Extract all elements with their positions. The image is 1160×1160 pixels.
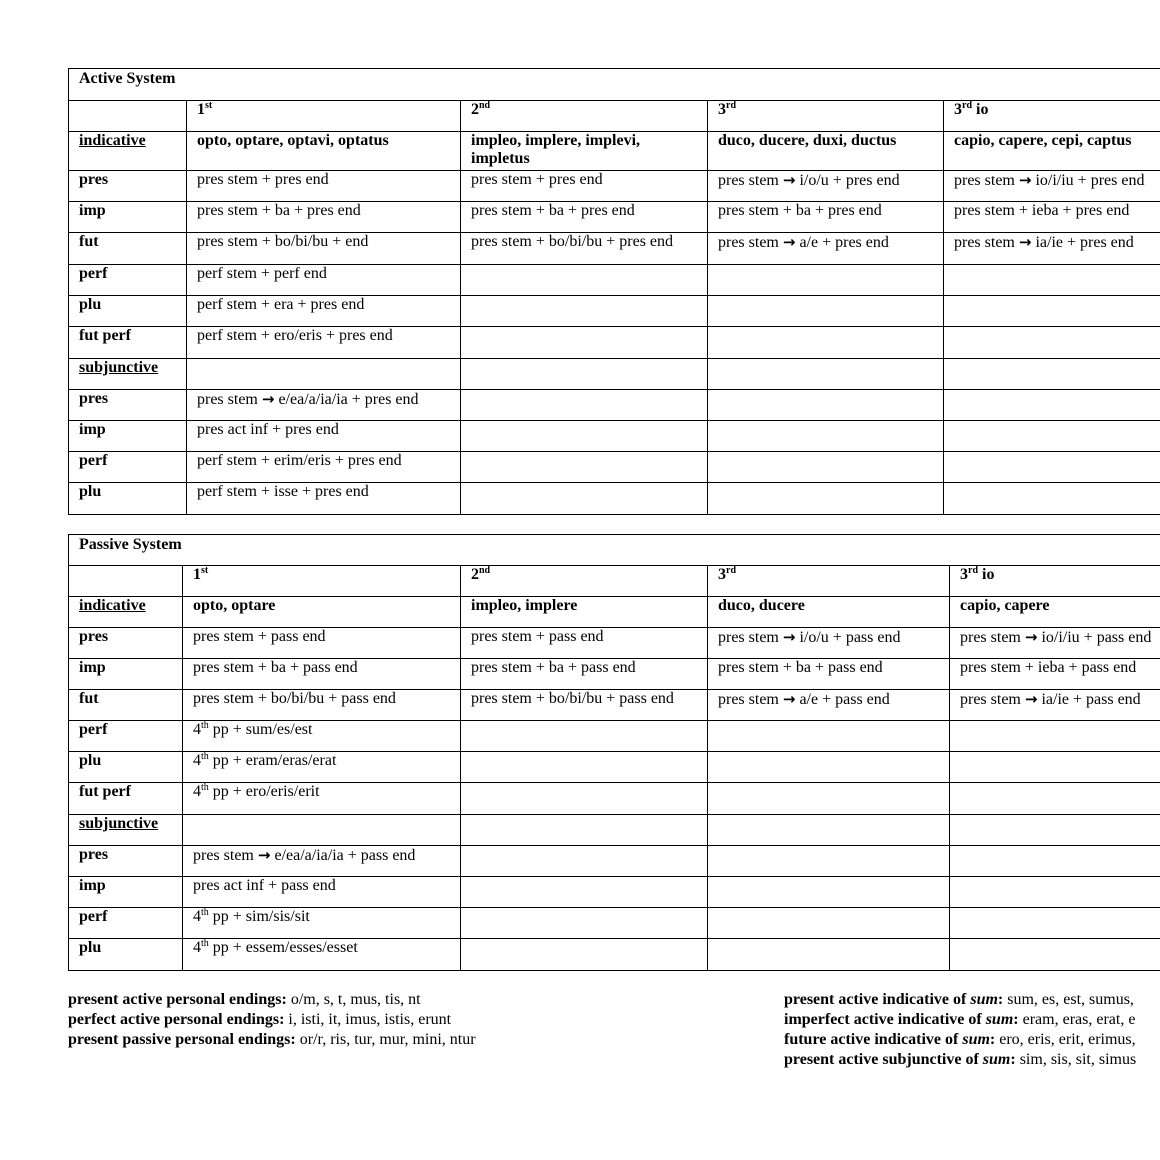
verb-3rd: duco, ducere [708, 597, 950, 628]
table-row [69, 877, 1160, 908]
empty-cell [944, 390, 1160, 421]
table-cell: 4th pp + essem/esses/esset [183, 939, 461, 971]
table-row [69, 690, 1160, 721]
table-cell: pres stem + ba + pres end [708, 202, 944, 233]
verb-3rd-io: capio, capere [950, 597, 1160, 628]
row-label: plu [69, 752, 183, 783]
empty-cell [461, 327, 708, 359]
empty-cell [708, 783, 950, 815]
table-row [69, 908, 1160, 939]
column-header-3rd: 3rd [708, 101, 944, 132]
table-row [69, 452, 1160, 483]
arrow-icon: → [1018, 171, 1032, 189]
subjunctive-label: subjunctive [69, 359, 187, 390]
table-row [69, 359, 1160, 390]
passive-system-title: Passive System [69, 535, 1160, 566]
indicative-label: indicative [69, 597, 183, 628]
table-cell: pres act inf + pass end [183, 877, 461, 908]
empty-cell [461, 939, 708, 971]
table-cell: perf stem + isse + pres end [187, 483, 461, 515]
empty-cell [950, 752, 1160, 783]
empty-cell [69, 101, 187, 132]
table-cell: pres stem + bo/bi/bu + pass end [461, 690, 708, 721]
note-line: future active indicative of sum: ero, eris, erit, erimus, [784, 1031, 1136, 1048]
table-cell: 4th pp + sim/sis/sit [183, 908, 461, 939]
table-row [69, 171, 1160, 202]
table-cell: 4th pp + sum/es/est [183, 721, 461, 752]
empty-cell [950, 877, 1160, 908]
table-row [69, 939, 1160, 971]
empty-cell [950, 908, 1160, 939]
empty-cell [708, 390, 944, 421]
table-cell: pres stem → a/e + pres end [708, 233, 944, 265]
table-row [69, 296, 1160, 327]
table-row [69, 421, 1160, 452]
empty-cell [950, 815, 1160, 846]
table-cell: pres stem + pass end [461, 628, 708, 659]
row-label: plu [69, 483, 187, 515]
empty-cell [461, 421, 708, 452]
table-row [69, 783, 1160, 815]
arrow-icon: → [257, 846, 271, 864]
arrow-icon: → [782, 628, 796, 646]
table-row [69, 659, 1160, 690]
row-label: pres [69, 390, 187, 421]
row-label: perf [69, 265, 187, 296]
empty-cell [69, 566, 183, 597]
table-cell: pres stem → e/ea/a/ia/ia + pres end [187, 390, 461, 421]
table-cell: pres stem + ieba + pres end [944, 202, 1160, 233]
row-label: perf [69, 908, 183, 939]
table-row [69, 233, 1160, 265]
empty-cell [187, 359, 461, 390]
empty-cell [461, 265, 708, 296]
table-cell: pres stem + bo/bi/bu + pres end [461, 233, 708, 265]
empty-cell [708, 846, 950, 877]
arrow-icon: → [782, 233, 796, 251]
empty-cell [944, 296, 1160, 327]
row-label: plu [69, 296, 187, 327]
table-cell: perf stem + ero/eris + pres end [187, 327, 461, 359]
table-cell: perf stem + perf end [187, 265, 461, 296]
table-cell: pres stem → ia/ie + pres end [944, 233, 1160, 265]
empty-cell [708, 421, 944, 452]
table-cell: pres stem + ba + pass end [183, 659, 461, 690]
empty-cell [461, 359, 708, 390]
table-cell: pres stem + pass end [183, 628, 461, 659]
arrow-icon: → [1024, 690, 1038, 708]
subjunctive-label: subjunctive [69, 815, 183, 846]
row-label: imp [69, 659, 183, 690]
empty-cell [708, 452, 944, 483]
active-system-title: Active System [69, 69, 1160, 101]
table-cell: 4th pp + eram/eras/erat [183, 752, 461, 783]
table-cell: pres stem + pres end [461, 171, 708, 202]
table-cell: pres stem + bo/bi/bu + pass end [183, 690, 461, 721]
empty-cell [461, 390, 708, 421]
row-label: fut [69, 690, 183, 721]
row-label: perf [69, 721, 183, 752]
empty-cell [708, 721, 950, 752]
empty-cell [944, 483, 1160, 515]
note-line: present passive personal endings: or/r, ris, tur, mur, mini, ntur [68, 1031, 476, 1048]
indicative-label: indicative [69, 132, 187, 171]
verb-2nd: impleo, implere [461, 597, 708, 628]
empty-cell [708, 877, 950, 908]
active-system-table [68, 68, 1160, 515]
empty-cell [944, 265, 1160, 296]
column-header-3rd-io: 3rd io [950, 566, 1160, 597]
table-cell: pres stem → ia/ie + pass end [950, 690, 1160, 721]
empty-cell [708, 815, 950, 846]
table-cell: pres stem → e/ea/a/ia/ia + pass end [183, 846, 461, 877]
passive-system-table [68, 534, 1160, 971]
sum-conjugation-notes [784, 990, 1160, 1070]
empty-cell [461, 783, 708, 815]
row-label: imp [69, 421, 187, 452]
row-label: pres [69, 171, 187, 202]
empty-cell [944, 327, 1160, 359]
arrow-icon: → [782, 171, 796, 189]
table-cell: pres stem + ba + pres end [461, 202, 708, 233]
empty-cell [183, 815, 461, 846]
empty-cell [708, 327, 944, 359]
table-cell: pres stem → io/i/iu + pass end [950, 628, 1160, 659]
row-label: fut perf [69, 327, 187, 359]
empty-cell [461, 908, 708, 939]
note-line: perfect active personal endings: i, isti, it, imus, istis, erunt [68, 1011, 452, 1028]
row-label: pres [69, 846, 183, 877]
column-header-3rd: 3rd [708, 566, 950, 597]
table-cell: 4th pp + ero/eris/erit [183, 783, 461, 815]
empty-cell [461, 877, 708, 908]
empty-cell [708, 908, 950, 939]
arrow-icon: → [1018, 233, 1032, 251]
table-cell: pres stem + ba + pass end [708, 659, 950, 690]
table-row [69, 327, 1160, 359]
column-header-2nd: 2nd [461, 101, 708, 132]
table-row [69, 390, 1160, 421]
empty-cell [950, 783, 1160, 815]
empty-cell [708, 483, 944, 515]
table-row [69, 628, 1160, 659]
personal-endings-notes [68, 990, 476, 1050]
table-cell: pres stem + bo/bi/bu + end [187, 233, 461, 265]
table-cell: pres stem + pres end [187, 171, 461, 202]
empty-cell [944, 452, 1160, 483]
table-row [69, 721, 1160, 752]
note-line: imperfect active indicative of sum: eram, eras, erat, e [784, 1011, 1136, 1028]
empty-cell [944, 359, 1160, 390]
empty-cell [461, 452, 708, 483]
table-cell: pres stem + ba + pass end [461, 659, 708, 690]
verb-3rd: duco, ducere, duxi, ductus [708, 132, 944, 171]
empty-cell [944, 421, 1160, 452]
note-line: present active indicative of sum: sum, es, est, sumus, [784, 991, 1134, 1008]
column-header-3rd-io: 3rd io [944, 101, 1160, 132]
empty-cell [950, 846, 1160, 877]
empty-cell [708, 296, 944, 327]
empty-cell [461, 483, 708, 515]
table-cell: pres stem → io/i/iu + pres end [944, 171, 1160, 202]
table-cell: pres stem → i/o/u + pres end [708, 171, 944, 202]
row-label: perf [69, 452, 187, 483]
table-row [69, 265, 1160, 296]
empty-cell [461, 752, 708, 783]
table-cell: pres stem → i/o/u + pass end [708, 628, 950, 659]
empty-cell [950, 939, 1160, 971]
arrow-icon: → [782, 690, 796, 708]
table-row [69, 202, 1160, 233]
verb-3rd-io: capio, capere, cepi, captus [944, 132, 1160, 171]
row-label: fut [69, 233, 187, 265]
table-cell: pres stem + ieba + pass end [950, 659, 1160, 690]
table-cell: perf stem + era + pres end [187, 296, 461, 327]
row-label: pres [69, 628, 183, 659]
verb-2nd: impleo, implere, implevi, impletus [461, 132, 708, 171]
empty-cell [461, 846, 708, 877]
note-line: present active subjunctive of sum: sim, sis, sit, simus [784, 1051, 1137, 1068]
row-label: plu [69, 939, 183, 971]
table-cell: pres stem + ba + pres end [187, 202, 461, 233]
empty-cell [708, 265, 944, 296]
table-cell: pres stem → a/e + pass end [708, 690, 950, 721]
empty-cell [708, 359, 944, 390]
verb-1st: opto, optare [183, 597, 461, 628]
column-header-2nd: 2nd [461, 566, 708, 597]
verb-1st: opto, optare, optavi, optatus [187, 132, 461, 171]
table-row [69, 752, 1160, 783]
table-row [69, 846, 1160, 877]
row-label: fut perf [69, 783, 183, 815]
column-header-1st: 1st [187, 101, 461, 132]
arrow-icon: → [1024, 628, 1038, 646]
row-label: imp [69, 202, 187, 233]
column-header-1st: 1st [183, 566, 461, 597]
row-label: imp [69, 877, 183, 908]
table-row [69, 815, 1160, 846]
empty-cell [950, 721, 1160, 752]
table-cell: pres act inf + pres end [187, 421, 461, 452]
table-cell: perf stem + erim/eris + pres end [187, 452, 461, 483]
empty-cell [461, 296, 708, 327]
arrow-icon: → [261, 390, 275, 408]
table-row [69, 483, 1160, 515]
empty-cell [461, 721, 708, 752]
empty-cell [708, 939, 950, 971]
empty-cell [708, 752, 950, 783]
note-line: present active personal endings: o/m, s, t, mus, tis, nt [68, 991, 421, 1008]
empty-cell [461, 815, 708, 846]
